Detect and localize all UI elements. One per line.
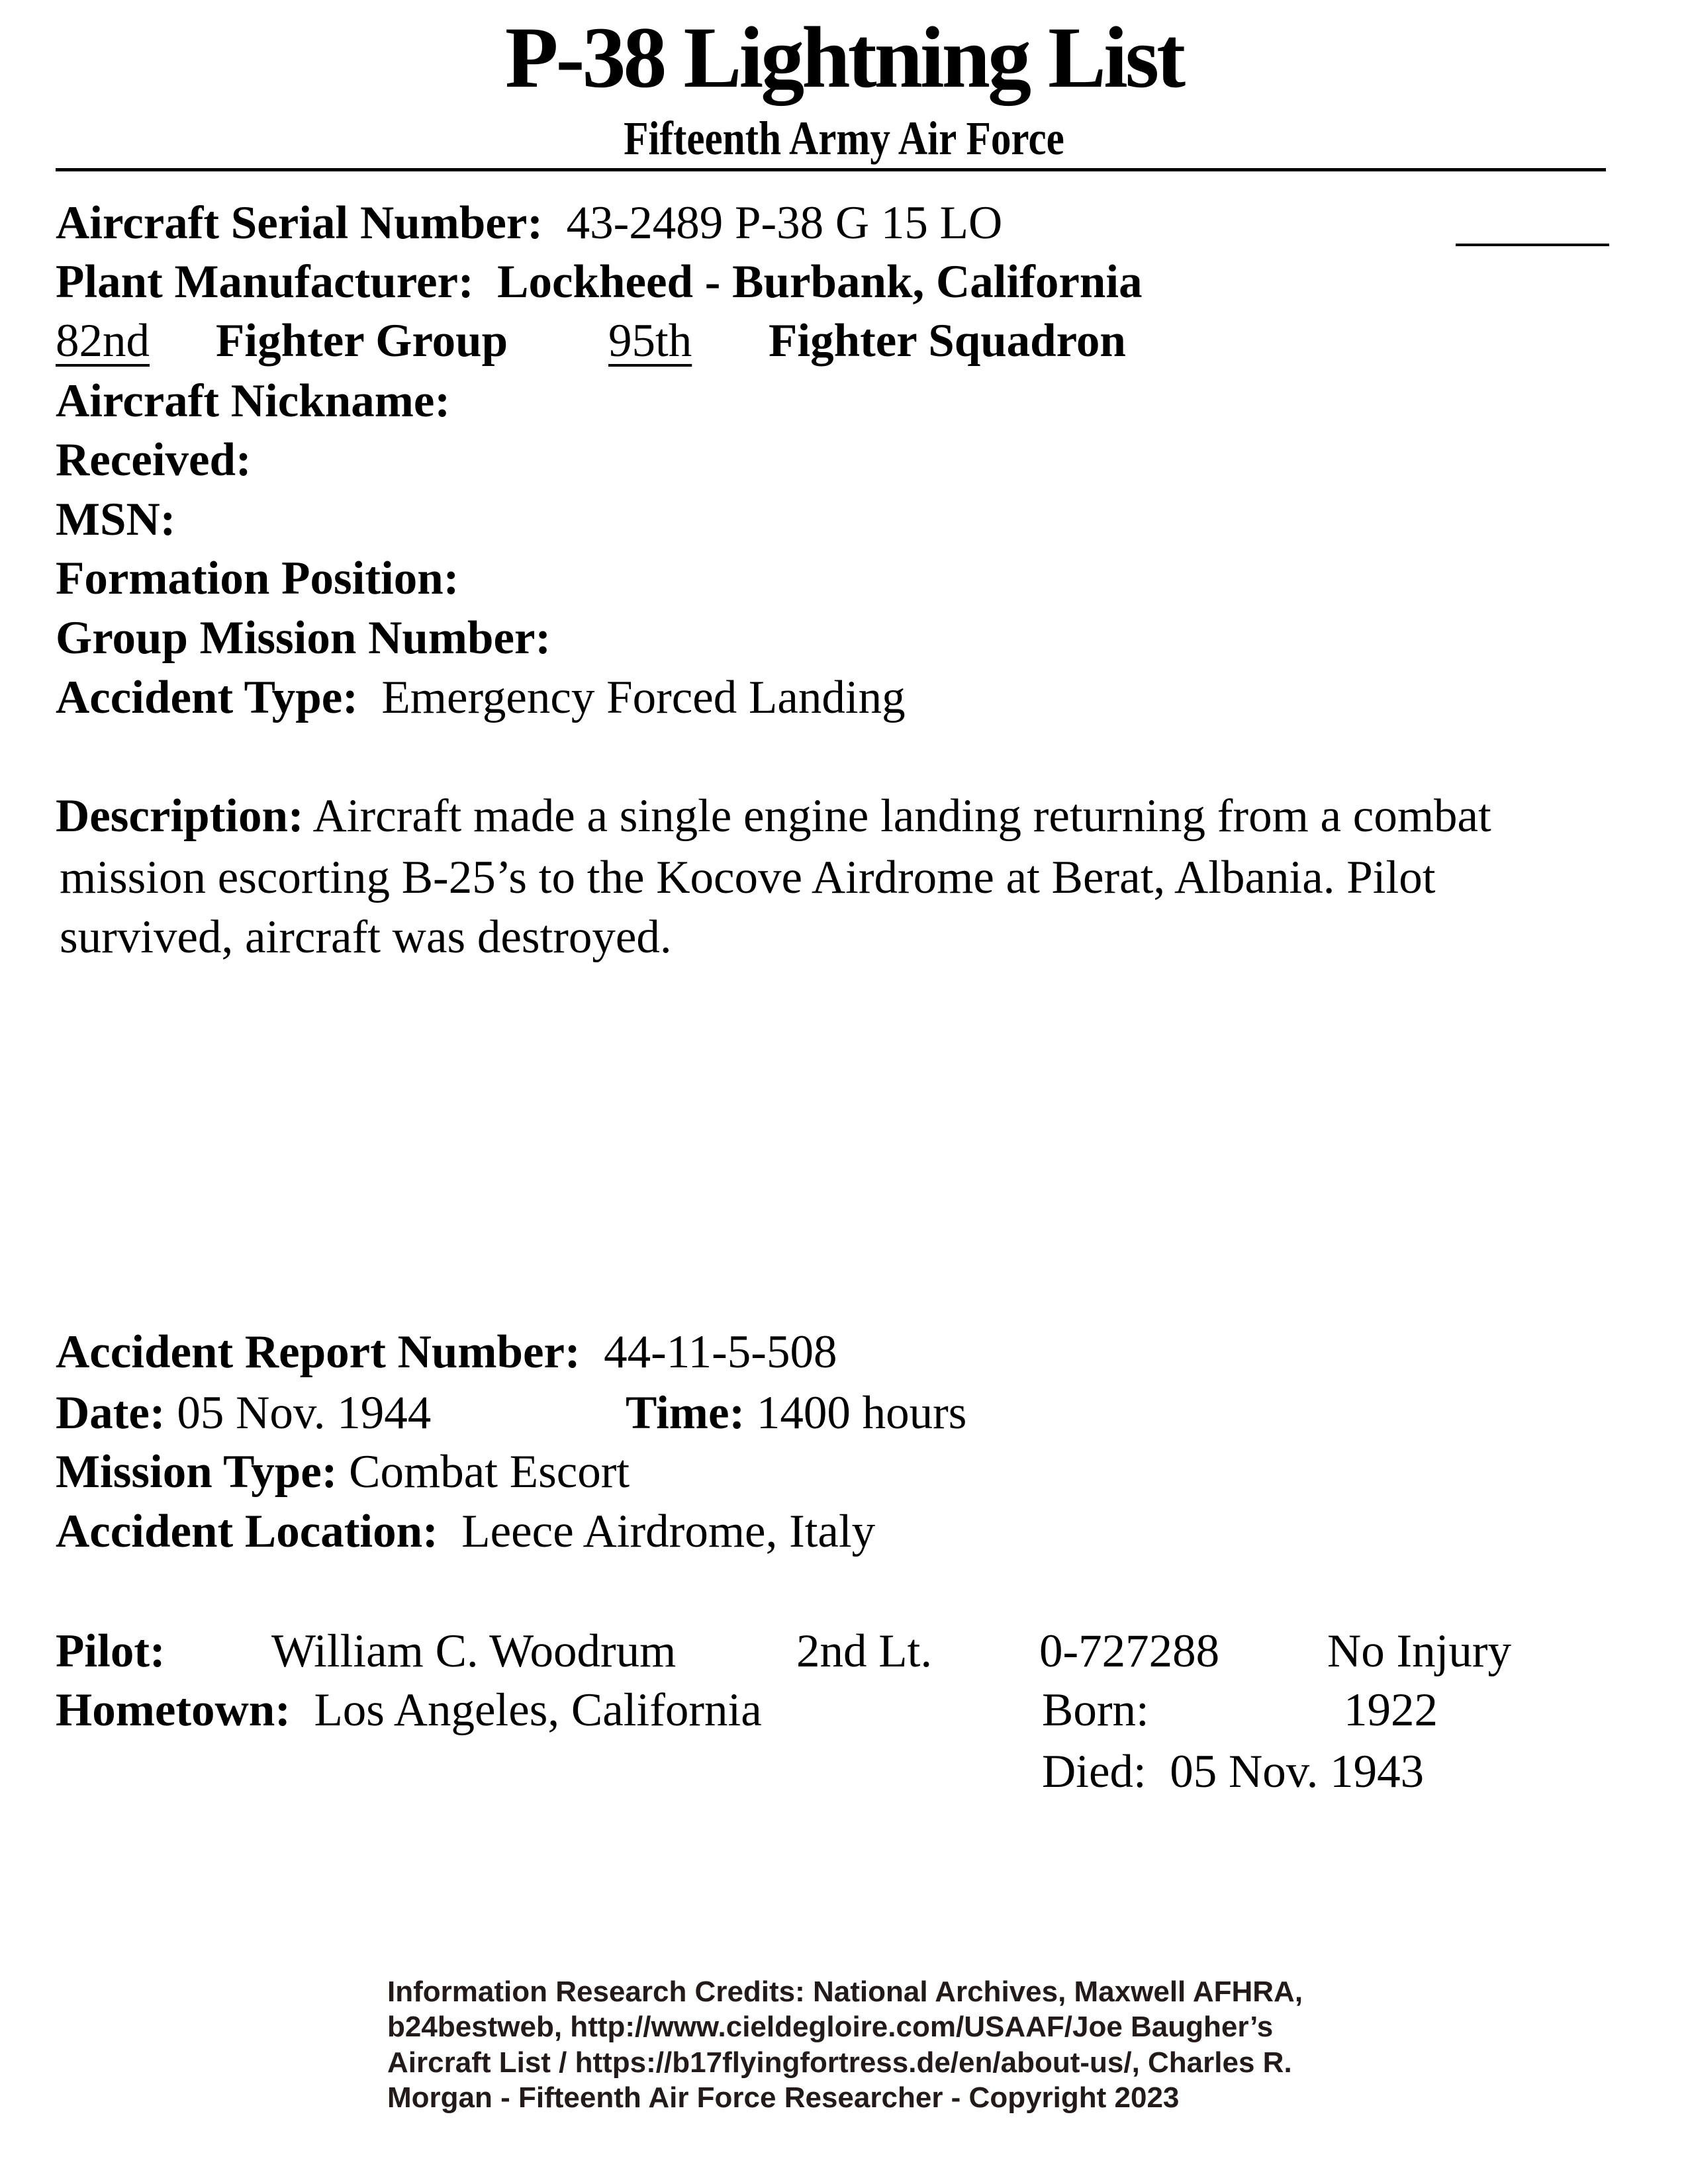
location-row: Accident Location: Leece Airdrome, Italy xyxy=(56,1506,876,1557)
serial-value: 43-2489 P-38 G 15 LO xyxy=(566,197,1003,249)
pilot-label: Pilot: xyxy=(56,1625,165,1677)
nickname-label: Aircraft Nickname: xyxy=(56,375,451,427)
credits-line-1: Information Research Credits: National Archives, Maxwell AFHRA, xyxy=(387,1976,1303,2008)
report-number-row: Accident Report Number: 44-11-5-508 xyxy=(56,1326,837,1378)
accident-type-value: Emergency Forced Landing xyxy=(381,672,906,723)
serial-row xyxy=(56,193,1002,253)
mission-type-row: Mission Type: Combat Escort xyxy=(56,1446,630,1498)
pilot-status: No Injury xyxy=(1327,1625,1512,1677)
time-value: 1400 hours xyxy=(756,1387,967,1439)
manufacturer-label: Plant Manufacturer: xyxy=(56,256,474,308)
time-row: Time: 1400 hours xyxy=(626,1387,967,1439)
manufacturer-value: Lockheed - Burbank, California xyxy=(497,256,1143,308)
description-line-2: mission escorting B-25’s to the Kocove Airdrome at Berat, Albania. Pilot xyxy=(60,852,1436,903)
page-subtitle: Fifteenth Army Air Force xyxy=(624,112,1064,165)
squadron-label: Fighter Squadron xyxy=(769,315,1126,367)
description-line-1: Description: Aircraft made a single engine landing returning from a combat xyxy=(56,790,1491,842)
squadron-value: 95th xyxy=(608,315,692,367)
manufacturer-row xyxy=(56,252,1143,312)
header-divider xyxy=(56,168,1606,171)
born-value: 1922 xyxy=(1344,1684,1438,1736)
credits-line-2: b24bestweb, http://www.cieldegloire.com/USAAF/Joe Baugher’s xyxy=(387,2011,1274,2043)
serial-label: Aircraft Serial Number: xyxy=(56,197,543,249)
born-label: Born: xyxy=(1042,1684,1149,1736)
credits-line-3: Aircraft List / https://b17flyingfortress.de/en/about-us/, Charles R. xyxy=(387,2046,1292,2079)
received-label: Received: xyxy=(56,434,252,486)
hometown-row: Hometown: Los Angeles, California xyxy=(56,1684,762,1736)
pilot-name: William C. Woodrum xyxy=(271,1625,677,1677)
died-row: Died: 05 Nov. 1943 xyxy=(1042,1746,1425,1797)
msn-label: MSN: xyxy=(56,494,176,545)
group-label: Fighter Group xyxy=(216,315,508,367)
credits-line-4: Morgan - Fifteenth Air Force Researcher - Copyright 2023 xyxy=(387,2081,1180,2114)
date-row: Date: 05 Nov. 1944 xyxy=(56,1387,432,1439)
pilot-rank: 2nd Lt. xyxy=(796,1625,933,1677)
serial-blank-line xyxy=(1456,244,1609,246)
description-label: Description: xyxy=(56,790,304,842)
formation-label: Formation Position: xyxy=(56,553,459,604)
date-value: 05 Nov. 1944 xyxy=(177,1387,432,1439)
accident-type-label: Accident Type: xyxy=(56,672,358,723)
description-line-3: survived, aircraft was destroyed. xyxy=(60,911,672,963)
group-mission-label: Group Mission Number: xyxy=(56,612,551,664)
page-title: P-38 Lightning List xyxy=(504,9,1184,106)
group-value: 82nd xyxy=(56,315,150,367)
accident-type-row xyxy=(56,668,906,727)
pilot-serial: 0-727288 xyxy=(1039,1625,1220,1677)
report-number-value: 44-11-5-508 xyxy=(604,1326,837,1378)
